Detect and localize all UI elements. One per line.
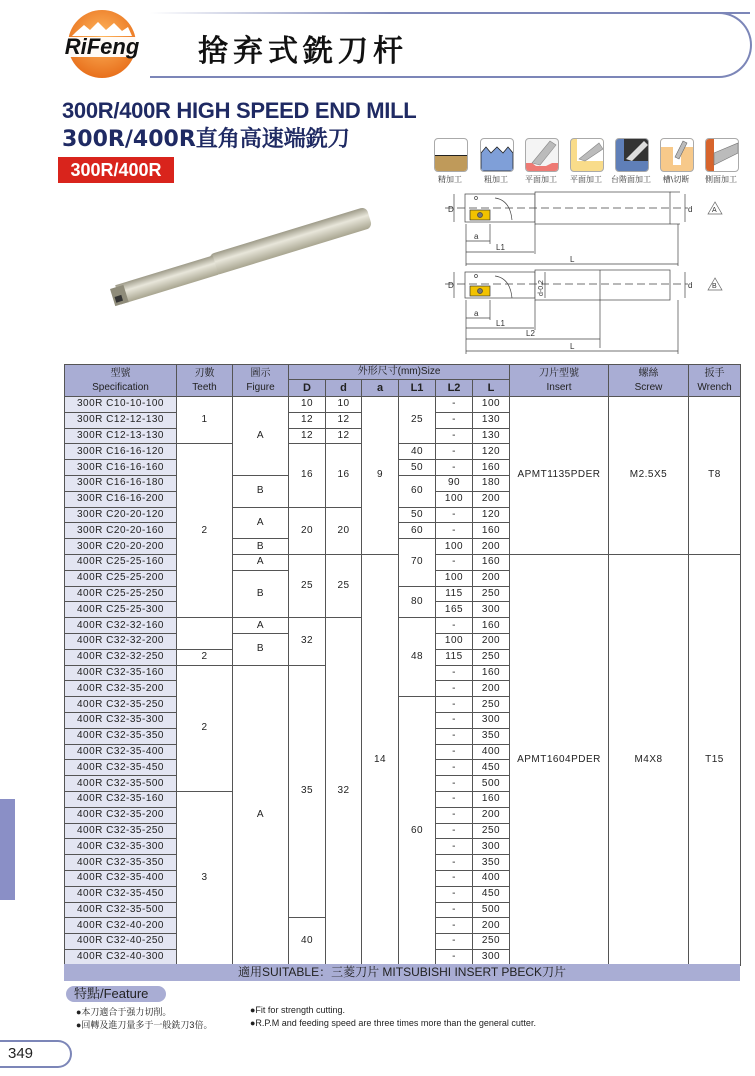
l-cell: 130 [473,412,510,428]
l2-cell: - [436,839,473,855]
dim-label-L1: L1 [496,243,505,252]
finishing-icon [434,138,468,172]
op-label: 側面加工 [705,175,737,184]
table-row [65,397,741,413]
header-insert: 刀片型號 Insert [510,365,609,397]
l2-cell: - [436,397,473,413]
figure-a-drawing [445,192,688,266]
l2-cell: - [436,886,473,902]
l-cell: 250 [473,934,510,950]
logo-text: RiFeng [64,34,140,59]
side-milling-icon [705,138,739,172]
l-cell: 200 [473,633,510,649]
l1-cell: 60 [399,475,436,507]
spec-cell: 400R C32-35-300 [65,839,177,855]
dim-label-tol: d-0.2 [538,280,545,296]
l-cell: 450 [473,886,510,902]
l2-cell: - [436,823,473,839]
l2-cell: - [436,776,473,792]
l2-cell: - [436,507,473,523]
l1-cell: 80 [399,586,436,618]
l-cell: 300 [473,712,510,728]
header-L: L [473,380,510,397]
l-cell: 200 [473,681,510,697]
header-D: D [289,380,326,397]
spec-cell: 400R C32-35-500 [65,902,177,918]
d-cell: 10 [326,397,362,413]
figure-cell: B [233,475,289,507]
l2-cell: - [436,855,473,871]
figure-cell: B [233,539,289,555]
spec-cell: 300R C10-10-100 [65,397,177,413]
spec-cell: 400R C32-35-400 [65,744,177,760]
l-cell: 200 [473,918,510,934]
l-cell: 200 [473,570,510,586]
l2-cell: - [436,697,473,713]
d-cell: 32 [289,618,326,665]
l2-cell: 100 [436,570,473,586]
l-cell: 250 [473,586,510,602]
insert-cell: APMT1604PDER [510,554,609,965]
spec-cell: 400R C32-35-250 [65,697,177,713]
figure-a-label: A [712,207,717,214]
l-cell: 350 [473,855,510,871]
spec-cell: 400R C32-35-200 [65,807,177,823]
l-cell: 350 [473,728,510,744]
figure-b-label: B [712,283,717,290]
insert-cell: APMT1135PDER [510,397,609,555]
spec-cell: 300R C16-16-180 [65,475,177,491]
header-d: d [326,380,362,397]
l2-cell: 100 [436,491,473,507]
a-cell: 9 [362,397,399,555]
spec-cell: 400R C32-35-450 [65,886,177,902]
dim-label-D-b: D [448,281,454,290]
l2-cell: - [436,728,473,744]
d-cell: 12 [289,428,326,444]
op-label: 平面加工 [525,175,557,184]
l-cell: 250 [473,823,510,839]
figure-cell: A [233,618,289,634]
l-cell: 120 [473,444,510,460]
spec-cell: 400R C32-35-400 [65,870,177,886]
face-milling-icon [525,138,559,172]
spec-cell: 300R C20-20-160 [65,523,177,539]
dim-label-d-b: d [688,281,693,290]
header-screw: 螺絲 Screw [609,365,689,397]
spec-cell: 400R C32-35-350 [65,855,177,871]
wrench-cell: T15 [689,554,741,965]
teeth-cell: 2 [177,665,233,791]
d-cell: 20 [326,507,362,554]
l-cell: 200 [473,539,510,555]
l2-cell: 165 [436,602,473,618]
l2-cell: - [436,870,473,886]
product-title-en: 300R/400R HIGH SPEED END MILL [62,98,417,123]
spec-cell: 300R C12-13-130 [65,428,177,444]
page-header-title: 捨弃式銑刀杆 [198,34,408,69]
wrench-cell: T8 [689,397,741,555]
l-cell: 120 [473,507,510,523]
spec-table [64,364,741,966]
page-number: 349 [0,1040,72,1068]
product-photo [100,200,390,310]
spec-cell: 400R C32-35-350 [65,728,177,744]
l-cell: 200 [473,807,510,823]
l2-cell: - [436,460,473,476]
l2-cell: 115 [436,649,473,665]
spec-cell: 400R C32-35-450 [65,760,177,776]
header-teeth: 刃數 Teeth [177,365,233,397]
spec-cell: 300R C20-20-200 [65,539,177,555]
l2-cell: - [436,428,473,444]
figure-cell: A [233,397,289,476]
l2-cell: - [436,665,473,681]
spec-cell: 300R C20-20-120 [65,507,177,523]
l2-cell: - [436,444,473,460]
l2-cell: - [436,807,473,823]
spec-cell: 400R C25-25-250 [65,586,177,602]
d-cell: 12 [326,428,362,444]
l-cell: 160 [473,554,510,570]
l-cell: 160 [473,460,510,476]
l1-cell: 60 [399,697,436,966]
d-cell: 12 [289,412,326,428]
l-cell: 160 [473,618,510,634]
d-cell: 32 [326,618,362,966]
l-cell: 500 [473,776,510,792]
teeth-cell: 1 [177,397,233,444]
spec-cell: 300R C12-12-130 [65,412,177,428]
spec-cell: 400R C32-32-200 [65,633,177,649]
teeth-cell: 2 [177,444,233,618]
l-cell: 250 [473,697,510,713]
op-label: 槽\切断 [662,175,690,184]
l1-cell: 25 [399,397,436,444]
l2-cell: - [436,934,473,950]
header-L1: L1 [399,380,436,397]
screw-cell: M2.5X5 [609,397,689,555]
d-cell: 16 [326,444,362,507]
face-milling-2-icon [570,138,604,172]
teeth-cell: 2 [177,649,233,665]
header-wrench: 扳手 Wrench [689,365,741,397]
feature-item-zh: ●本刀適合于强力切削。 [76,1007,172,1017]
spec-cell: 400R C32-32-250 [65,649,177,665]
spec-cell: 400R C25-25-200 [65,570,177,586]
dim-label-d: d [688,205,693,214]
header-L2: L2 [436,380,473,397]
l-cell: 400 [473,744,510,760]
l-cell: 160 [473,523,510,539]
l-cell: 300 [473,839,510,855]
l2-cell: - [436,744,473,760]
l2-cell: 100 [436,633,473,649]
feature-title: 特點/Feature [66,986,166,1002]
l2-cell: - [436,554,473,570]
dim-label-L: L [570,255,575,264]
figure-cell: A [233,507,289,539]
dim-label-D: D [448,205,454,214]
dim-label-L-b: L [570,342,575,351]
spec-cell: 300R C16-16-160 [65,460,177,476]
figure-cell: A [233,554,289,570]
l-cell: 250 [473,649,510,665]
l1-cell: 50 [399,507,436,523]
spec-cell: 400R C32-40-300 [65,949,177,965]
spec-cell: 300R C16-16-200 [65,491,177,507]
screw-cell: M4X8 [609,554,689,965]
op-label: 台階面加工 [611,175,651,184]
section-side-tab [0,799,15,900]
dim-label-L1-b: L1 [496,319,505,328]
l2-cell: - [436,618,473,634]
feature-item-en: ●Fit for strength cutting. [250,1005,345,1015]
rifeng-logo [48,8,156,80]
dim-label-a-b: a [474,309,479,318]
shoulder-milling-icon [615,138,649,172]
op-label: 粗加工 [484,175,508,184]
l1-cell: 40 [399,444,436,460]
dimension-diagram [440,190,740,360]
d-cell: 12 [326,412,362,428]
l2-cell: 115 [436,586,473,602]
figure-cell: B [233,570,289,617]
l2-cell: - [436,918,473,934]
header-figure: 圖示 Figure [233,365,289,397]
l2-cell: 100 [436,539,473,555]
spec-cell: 400R C25-25-160 [65,554,177,570]
feature-item-zh: ●回轉及進刀量多于一般銑刀3倍。 [76,1020,213,1030]
figure-cell: A [233,665,289,965]
l-cell: 300 [473,949,510,965]
spec-cell: 400R C32-40-250 [65,934,177,950]
d-cell: 10 [289,397,326,413]
l2-cell: - [436,760,473,776]
teeth-cell: 3 [177,791,233,965]
l-cell: 300 [473,602,510,618]
spec-cell: 300R C16-16-120 [65,444,177,460]
feature-item-en: ●R.P.M and feeding speed are three times more than the general cutter. [250,1018,536,1028]
suitable-note: 適用SUITABLE：三菱刀片 MITSUBISHI INSERT PBECK刀片 [64,964,740,981]
l2-cell: - [436,712,473,728]
l2-cell: - [436,681,473,697]
l-cell: 180 [473,475,510,491]
series-badge: 300R/400R [58,157,174,183]
dim-label-a: a [474,232,479,241]
l1-cell: 48 [399,618,436,697]
l2-cell: 90 [436,475,473,491]
teeth-cell [177,618,233,650]
dim-label-L2-b: L2 [526,329,535,338]
l2-cell: - [436,523,473,539]
figure-cell: B [233,633,289,665]
l1-cell: 50 [399,460,436,476]
spec-cell: 400R C32-35-200 [65,681,177,697]
spec-cell: 400R C25-25-300 [65,602,177,618]
l-cell: 100 [473,397,510,413]
header-size: 外形尺寸(mm)Size [289,365,510,380]
d-cell: 40 [289,918,326,965]
l1-cell: 70 [399,539,436,586]
d-cell: 25 [289,554,326,617]
spec-cell: 400R C32-35-160 [65,791,177,807]
a-cell: 14 [362,554,399,965]
spec-cell: 400R C32-35-500 [65,776,177,792]
op-label: 精加工 [438,175,462,184]
l2-cell: - [436,949,473,965]
d-cell: 16 [289,444,326,507]
l-cell: 500 [473,902,510,918]
header-a: a [362,380,399,397]
l-cell: 200 [473,491,510,507]
l1-cell: 60 [399,523,436,539]
spec-cell: 400R C32-40-200 [65,918,177,934]
l2-cell: - [436,791,473,807]
spec-cell: 400R C32-35-250 [65,823,177,839]
product-title-zh: 300R/400R直角高速端銑刀 [62,127,350,152]
op-label: 平面加工 [570,175,602,184]
l-cell: 130 [473,428,510,444]
l2-cell: - [436,902,473,918]
l-cell: 160 [473,791,510,807]
d-cell: 35 [289,665,326,918]
spec-cell: 400R C32-35-160 [65,665,177,681]
spec-cell: 400R C32-35-300 [65,712,177,728]
l-cell: 450 [473,760,510,776]
l-cell: 400 [473,870,510,886]
l2-cell: - [436,412,473,428]
l-cell: 160 [473,665,510,681]
roughing-icon [480,138,514,172]
d-cell: 25 [326,554,362,617]
spec-cell: 400R C32-32-160 [65,618,177,634]
slotting-icon [660,138,694,172]
figure-b-drawing [445,270,688,354]
d-cell: 20 [289,507,326,554]
header-spec: 型號 Specification [65,365,177,397]
